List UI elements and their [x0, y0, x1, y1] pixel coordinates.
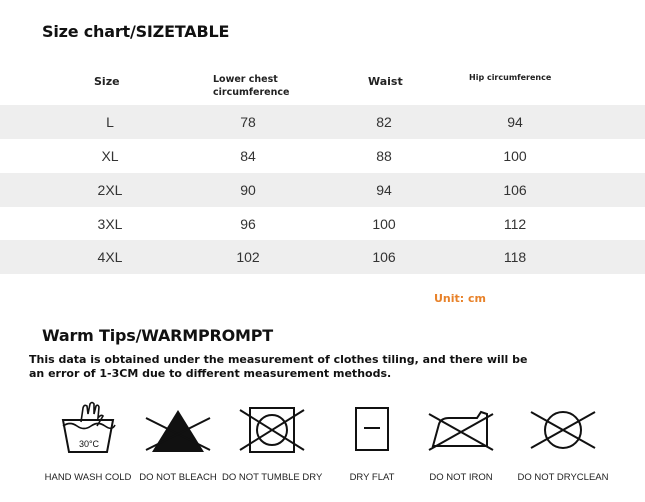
cell-hip: 118	[503, 249, 527, 265]
cell-chest: 78	[240, 114, 256, 130]
care-no-dryclean	[513, 400, 613, 483]
tips-title: Warm Tips/WARMPROMPT	[42, 326, 273, 345]
care-label: DO NOT BLEACH	[139, 472, 217, 483]
page-title: Size chart/SIZETABLE	[42, 22, 230, 41]
cell-waist: 88	[376, 148, 392, 164]
tips-text: This data is obtained under the measurement of clothes tiling, and there will be an error of 1-3CM due to different measurement methods.	[29, 353, 528, 380]
table-row	[0, 105, 645, 139]
care-no-tumble-dry	[222, 400, 323, 483]
cell-chest: 90	[240, 182, 256, 198]
care-label: DO NOT IRON	[429, 472, 493, 483]
care-label: DO NOT DRYCLEAN	[517, 472, 609, 483]
care-label: DRY FLAT	[349, 472, 395, 483]
table-row	[0, 173, 645, 207]
care-hand-wash	[38, 400, 138, 483]
cell-chest: 84	[240, 148, 256, 164]
cell-hip: 94	[507, 114, 523, 130]
cell-hip: 100	[503, 148, 527, 164]
table-row	[0, 240, 645, 274]
care-no-bleach	[128, 400, 228, 483]
cell-waist: 94	[376, 182, 392, 198]
column-header-hip: Hip circumference	[469, 73, 552, 82]
dry-flat-icon	[342, 400, 402, 462]
hand-wash-icon	[53, 400, 123, 462]
cell-hip: 106	[503, 182, 527, 198]
no-bleach-icon	[138, 400, 218, 462]
unit-label: Unit: cm	[434, 292, 487, 305]
cell-waist: 82	[376, 114, 392, 130]
cell-size: 2XL	[97, 182, 123, 198]
care-label: DO NOT TUMBLE DRY	[222, 472, 323, 483]
cell-size: 3XL	[97, 216, 123, 232]
cell-chest: 102	[236, 249, 260, 265]
care-dry-flat	[322, 400, 422, 483]
cell-chest: 96	[240, 216, 256, 232]
care-no-iron	[411, 400, 511, 483]
no-iron-icon	[421, 400, 501, 462]
table-row	[0, 207, 645, 241]
hand-wash-temp: 30°C	[78, 439, 100, 449]
table-row	[0, 139, 645, 173]
no-tumble-dry-icon	[232, 400, 312, 462]
column-header-chest: Lower chest circumference	[213, 74, 290, 98]
column-header-size: Size	[94, 75, 120, 88]
cell-waist: 106	[372, 249, 396, 265]
cell-size: L	[106, 114, 114, 130]
cell-size: 4XL	[97, 249, 123, 265]
care-label: HAND WASH COLD	[44, 472, 132, 483]
cell-size: XL	[101, 148, 119, 164]
cell-hip: 112	[503, 216, 527, 232]
column-header-waist: Waist	[368, 75, 403, 88]
no-dryclean-icon	[523, 400, 603, 462]
cell-waist: 100	[372, 216, 396, 232]
